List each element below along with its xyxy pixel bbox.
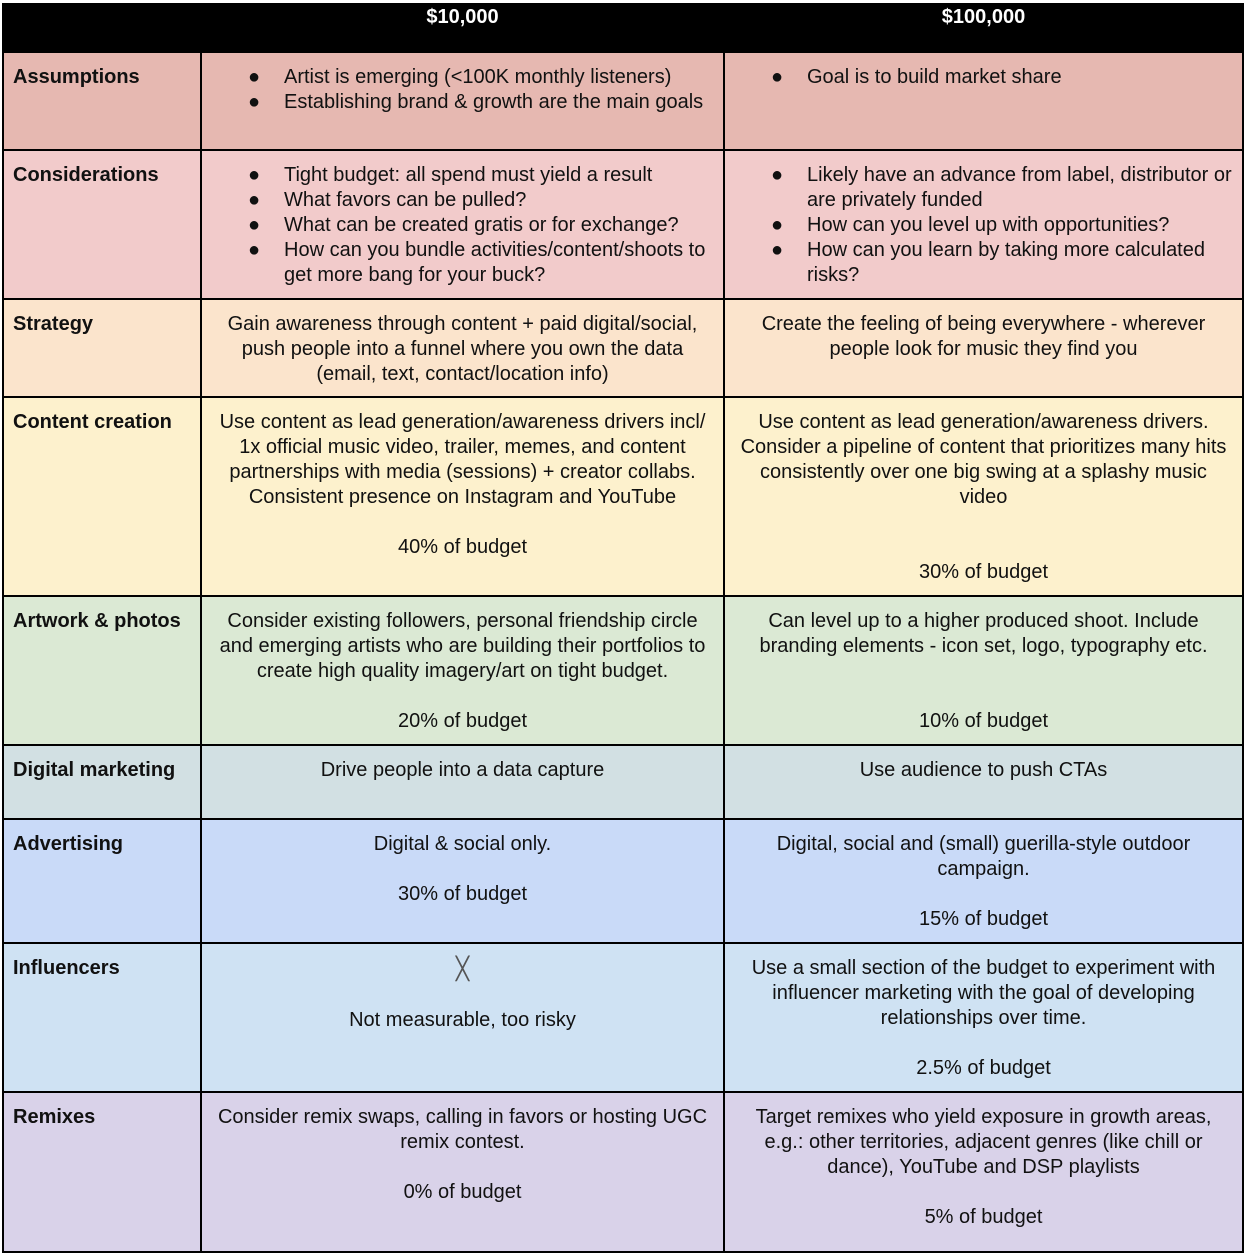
bullet-list [735, 65, 1234, 90]
cell-text: Use audience to push CTAs [859, 759, 1108, 781]
cell-text: Use a small section of the budget to experiment with influencer marketing with the goal of developing relationships over time. [751, 957, 1216, 1029]
row-label: Digital marketing [3, 745, 201, 819]
cell-100k [724, 596, 1243, 745]
cell-10k [201, 745, 724, 819]
cell-10k [201, 299, 724, 397]
row-artwork-photos [3, 596, 1243, 745]
budget-share: 30% of budget [919, 561, 1048, 583]
row-assumptions [3, 52, 1243, 150]
cell-text: Gain awareness through content + paid digital/social, push people into a funnel where you own the data (email, text, contact/location info) [227, 313, 698, 385]
row-digital-marketing [3, 745, 1243, 819]
bullet-item: ● How can you learn by taking more calculated risks? [771, 239, 1205, 286]
cell-text: Not measurable, too risky [349, 1009, 576, 1031]
row-content-creation [3, 397, 1243, 596]
bullet-item: ● Artist is emerging (<100K monthly listeners) [248, 66, 672, 88]
cell-100k [724, 819, 1243, 943]
row-influencers [3, 943, 1243, 1092]
bullet-list [212, 65, 715, 115]
cell-text: Consider existing followers, personal friendship circle and emerging artists who are building their portfolios to create high quality imagery/art on tight budget. [219, 610, 706, 682]
budget-share: 15% of budget [919, 908, 1048, 930]
row-considerations [3, 150, 1243, 299]
cell-text: Drive people into a data capture [320, 759, 605, 781]
cell-text: Use content as lead generation/awareness drivers incl/ 1x official music video, trailer, memes, and content partnerships with media (sessions) + creator collabs. Consistent presence on Instagram and YouTube [219, 411, 706, 508]
row-label: Artwork & photos [3, 596, 201, 745]
cell-100k [724, 397, 1243, 596]
bullet-item: ● How can you level up with opportunities? [771, 214, 1170, 236]
cell-100k [724, 299, 1243, 397]
x-mark-icon: ╳ [455, 956, 470, 981]
cell-text: Use content as lead generation/awareness drivers. Consider a pipeline of content that prioritizes many hits consistently over one big swing at a splashy music video [740, 411, 1227, 508]
row-strategy [3, 299, 1243, 397]
header-10k: $10,000 [201, 4, 724, 52]
bullet-item: ● Goal is to build market share [771, 66, 1062, 88]
cell-text: Digital, social and (small) guerilla-style outdoor campaign. [776, 833, 1191, 880]
row-label: Content creation [3, 397, 201, 596]
cell-text: Can level up to a higher produced shoot. Include branding elements - icon set, logo, typography etc. [759, 610, 1208, 657]
header-row [3, 4, 1243, 52]
cell-10k [201, 1092, 724, 1252]
budget-share: 40% of budget [398, 536, 527, 558]
cell-text: Create the feeling of being everywhere - wherever people look for music they find you [761, 313, 1206, 360]
row-remixes [3, 1092, 1243, 1252]
bullet-item: ● Tight budget: all spend must yield a result [248, 164, 653, 186]
bullet-item: ● What favors can be pulled? [248, 189, 527, 211]
cell-10k [201, 52, 724, 150]
budget-share: 0% of budget [403, 1181, 522, 1203]
row-label: Considerations [3, 150, 201, 299]
cell-10k [201, 819, 724, 943]
row-advertising [3, 819, 1243, 943]
row-label: Influencers [3, 943, 201, 1092]
budget-comparison-table [2, 3, 1244, 1253]
header-corner [3, 4, 201, 52]
cell-10k [201, 397, 724, 596]
cell-100k [724, 745, 1243, 819]
cell-100k [724, 52, 1243, 150]
bullet-item: ● Likely have an advance from label, distributor or are privately funded [771, 164, 1232, 211]
budget-share: 5% of budget [924, 1206, 1043, 1228]
cell-text: Consider remix swaps, calling in favors or hosting UGC remix contest. [217, 1106, 708, 1153]
cell-100k [724, 943, 1243, 1092]
bullet-item: ● What can be created gratis or for exchange? [248, 214, 679, 236]
row-label: Advertising [3, 819, 201, 943]
row-label: Assumptions [3, 52, 201, 150]
cell-100k [724, 1092, 1243, 1252]
cell-10k [201, 596, 724, 745]
header-100k: $100,000 [724, 4, 1243, 52]
cell-100k [724, 150, 1243, 299]
budget-share: 20% of budget [398, 710, 527, 732]
bullet-item: ● How can you bundle activities/content/shoots to get more bang for your buck? [248, 239, 706, 286]
row-label: Strategy [3, 299, 201, 397]
bullet-list [735, 163, 1234, 288]
bullet-item: ● Establishing brand & growth are the main goals [248, 91, 704, 113]
cell-10k [201, 150, 724, 299]
bullet-list [212, 163, 715, 288]
budget-share: 30% of budget [398, 883, 527, 905]
budget-share: 2.5% of budget [916, 1057, 1051, 1079]
budget-share: 10% of budget [919, 710, 1048, 732]
cell-text: Target remixes who yield exposure in growth areas, e.g.: other territories, adjacent genres (like chill or dance), YouTube and DSP playlists [755, 1106, 1212, 1178]
cell-10k [201, 943, 724, 1092]
row-label: Remixes [3, 1092, 201, 1252]
cell-text: Digital & social only. [373, 833, 552, 855]
